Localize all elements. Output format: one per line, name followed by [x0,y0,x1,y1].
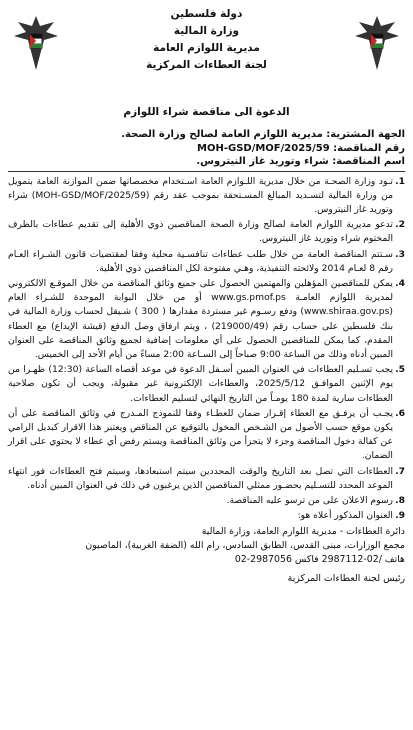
clause-text: سـتتم المناقصة العامة من خلال طلب عطاءات تنافسـية محلية وفقا لمقتضيات قانون الشـراء العـام رقم 8 لعـام 2014 ولائحته التنفيذية، وهـي مفتوحة لكل المناقصين ذوي الأهلية. [8,248,393,274]
clause-number: 3. [395,248,405,260]
clause-text: تـود وزارة الصحـة من خلال مديرية اللـوازم العامة اسـتخدام مخصصاتها ضمن الموازنة العامة بتمويل من وزارة المالية لتسـديد المبالغ المسـتحقة بموجب عقد رقم (MOH-GSD/MOF/2025/59) شراء وتوريد غاز النيتروس. [8,175,393,215]
clause-item [8,277,405,362]
contact-line: هاتف /02-2987112 فاكس 2987056-02 [234,554,405,566]
clause-text: يجـب أن يرفـق مع العطاء إقـرار ضمان للعطـاء وفقا للنموذج المـدرج في وثائق المناقصة على أن يكون موقع حسب الأصول من الشـخص المخول بالتوقيع عن المناقص ويعتبر هذا الاقرار كبديل الزامي عن كفالة دخول المناقصة وجزء لا يتجزأ من وثائق المناقصة ويستم رفض أي عطاء لا يحتوي على اقرار الضمان. [8,407,393,462]
clause-number: 8. [395,494,405,506]
header-line: مديرية اللوازم العامة [153,42,260,54]
divider [8,171,405,172]
clause-item [8,509,405,523]
clause-number: 1. [395,175,405,187]
clause-item [8,465,405,493]
address-line: دائرة العطاءات - مديرية اللوازم العامة، وزارة المالية [201,526,405,538]
clause-number: 4. [395,277,405,289]
clause-number: 7. [395,465,405,477]
clause-item [8,407,405,464]
header-line: وزارة المالية [173,25,240,37]
clause-list [8,175,405,524]
header-line: دولة فلسطين [170,8,243,20]
clause-text: يجب تسـليم العطاءات في العنوان المبين أسـفل الدعوة في موعد أقصاه الساعة (12:30) ظهـرا من يوم الإثنين الموافـق 2025/5/12، والعطاءات الإلكترونية غير مقبولة، ويجب أن تكون صلاحية العطاءات سارية لمدة 180 يومـاً من التاريخ النهائي لتسليم العطاءات. [8,364,393,404]
clause-item [8,248,405,276]
clause-text: رسوم الاعلان على من ترسو عليه المناقصة. [226,494,393,506]
address-line: مجمع الوزارات، مبنى القدس، الطابق السادس، رام الله (الضفة الغربية)، الماصيون [85,540,405,552]
clause-text: العطاءات التي تصل بعد التاريخ والوقت المحددين سيتم استبعادها، وسيتم فتح العطاءات فور انتهاء الموعد المحدد للتسـليم بحضـور ممثلي المناقصين الذين يرغبون في ذلك في العنوان المبين أدناه. [8,465,393,491]
tender-name-line: اسم المناقصة: شراء وتوريد غاز النيتروس. [196,156,405,167]
clause-number: 9. [395,510,405,522]
clause-number: 2. [395,219,405,231]
reference-label: رقم المناقصة: [333,142,405,154]
clause-item [8,494,405,508]
clause-number: 6. [395,407,405,419]
reference-line [8,142,405,156]
tender-meta [8,128,405,169]
clause-number: 5. [395,364,405,376]
clause-text: يمكن للمناقصين المؤهلين والمهتمين الحصول على جميع وثائق المناقصة من خلال الموقـع الالكتروني لمديرية اللوازم العامـة www.gs.pmof.ps أو من خلال البوابة الموحدة للشـراء العام (www.shiraa.gov.ps) ودفع رسـوم غير مستردة مقدارها ( 300 ) شـيقل لحساب وزارة المالية في بنك فلسطين على حساب رقم (219000/49) ، ويتم ارفاق وصل الدفع (قيشة الإيداع) مع العطاء المقدم، كما يمكن للمناقصين الحصول على أي معلومات إضافية لجميع وثائق المناقصة على العنوان المبين أدناه وذلك من الساعة 9:00 صباحاً إلى السـاعة 2:00 مساءً من أيام الأحد إلى الخميس. [8,277,394,360]
letterhead [8,6,405,124]
header-line: لجنة العطاءات المركزية [146,59,267,71]
palestine-emblem-icon [10,12,62,74]
reference-value: MOH-GSD/MOF/2025/59 [197,142,330,154]
clause-item [8,218,405,246]
clause-item [8,363,405,406]
address-block [8,525,405,567]
header-lines [70,6,343,74]
palestine-emblem-icon [351,12,403,74]
signature-line: رئيس لجنة العطاءات المركزية [287,573,405,585]
clause-text: تدعو مديرية اللوازم العامة لصالح وزارة الصحة المناقصين ذوي الأهلية إلى تقديم عطاءات بالظرف المختوم شراء وتوريد غاز النيتروس. [8,219,393,245]
clause-item [8,175,405,218]
invitation-subject: الدعوة الى مناقصة شراء اللوازم [123,106,290,118]
buyer-line: الجهة المشترية: مديرية اللوازم العامة لصالح وزارة الصحة. [121,129,405,140]
clause-text: العنوان المذكور أعلاه هو: [297,510,393,522]
